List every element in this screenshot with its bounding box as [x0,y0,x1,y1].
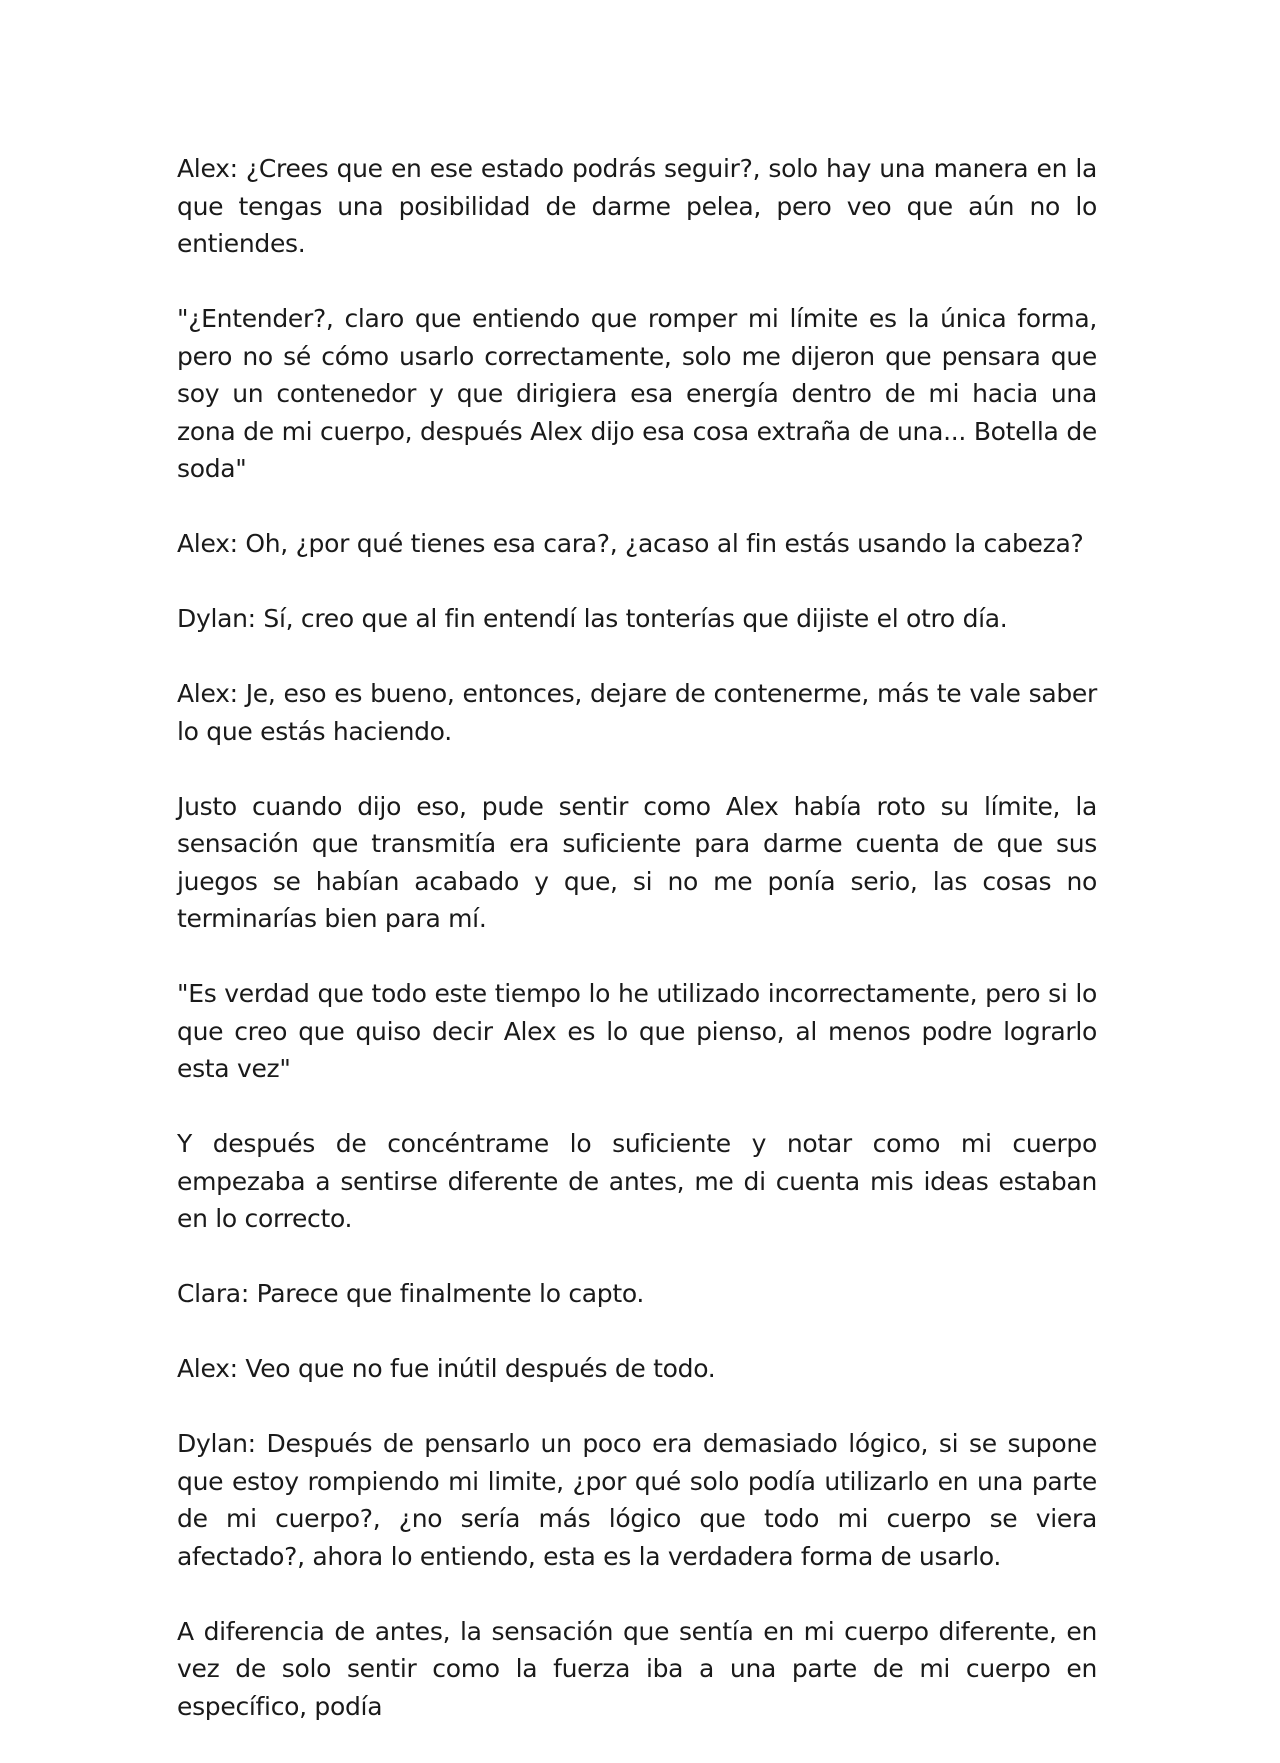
paragraph: Alex: Je, eso es bueno, entonces, dejare de contenerme, más te vale saber lo que estás haciendo. [177,679,1097,746]
paragraph: Dylan: Sí, creo que al fin entendí las tonterías que dijiste el otro día. [177,604,1008,633]
paragraph: "Es verdad que todo este tiempo lo he utilizado incorrectamente, pero si lo que creo que quiso decir Alex es lo que pienso, al menos podre lograrlo esta vez" [177,979,1097,1083]
paragraph: Dylan: Después de pensarlo un poco era demasiado lógico, si se supone que estoy rompiendo mi limite, ¿por qué solo podía utilizarlo en una parte de mi cuerpo?, ¿no sería más lógico que todo mi cuerpo se viera afectado?, ahora lo entiendo, esta es la verdadera forma de usarlo. [177,1429,1097,1571]
paragraph: "¿Entender?, claro que entiendo que romper mi límite es la única forma, pero no sé cómo usarlo correctamente, solo me dijeron que pensara que soy un contenedor y que dirigiera esa energía dentro de mi hacia una zona de mi cuerpo, después Alex dijo esa cosa extraña de una... Botella de soda" [177,304,1097,483]
paragraph: Justo cuando dijo eso, pude sentir como Alex había roto su límite, la sensación que transmitía era suficiente para darme cuenta de que sus juegos se habían acabado y que, si no me ponía serio, las cosas no terminarías bien para mí. [177,791,1097,933]
paragraph: A diferencia de antes, la sensación que sentía en mi cuerpo diferente, en vez de solo sentir como la fuerza iba a una parte de mi cuerpo en específico, podía [177,1616,1097,1721]
paragraph: Clara: Parece que finalmente lo capto. [177,1279,645,1308]
paragraph: Y después de concéntrame lo suficiente y notar como mi cuerpo empezaba a sentirse diferente de antes, me di cuenta mis ideas estaban en lo correcto. [177,1129,1097,1233]
paragraph: Alex: ¿Crees que en ese estado podrás seguir?, solo hay una manera en la que tengas una posibilidad de darme pelea, pero veo que aún no lo entiendes. [177,154,1097,258]
paragraph: Alex: Veo que no fue inútil después de todo. [177,1354,716,1383]
document-body [177,150,1097,1763]
paragraph: Alex: Oh, ¿por qué tienes esa cara?, ¿acaso al fin estás usando la cabeza? [177,529,1084,558]
